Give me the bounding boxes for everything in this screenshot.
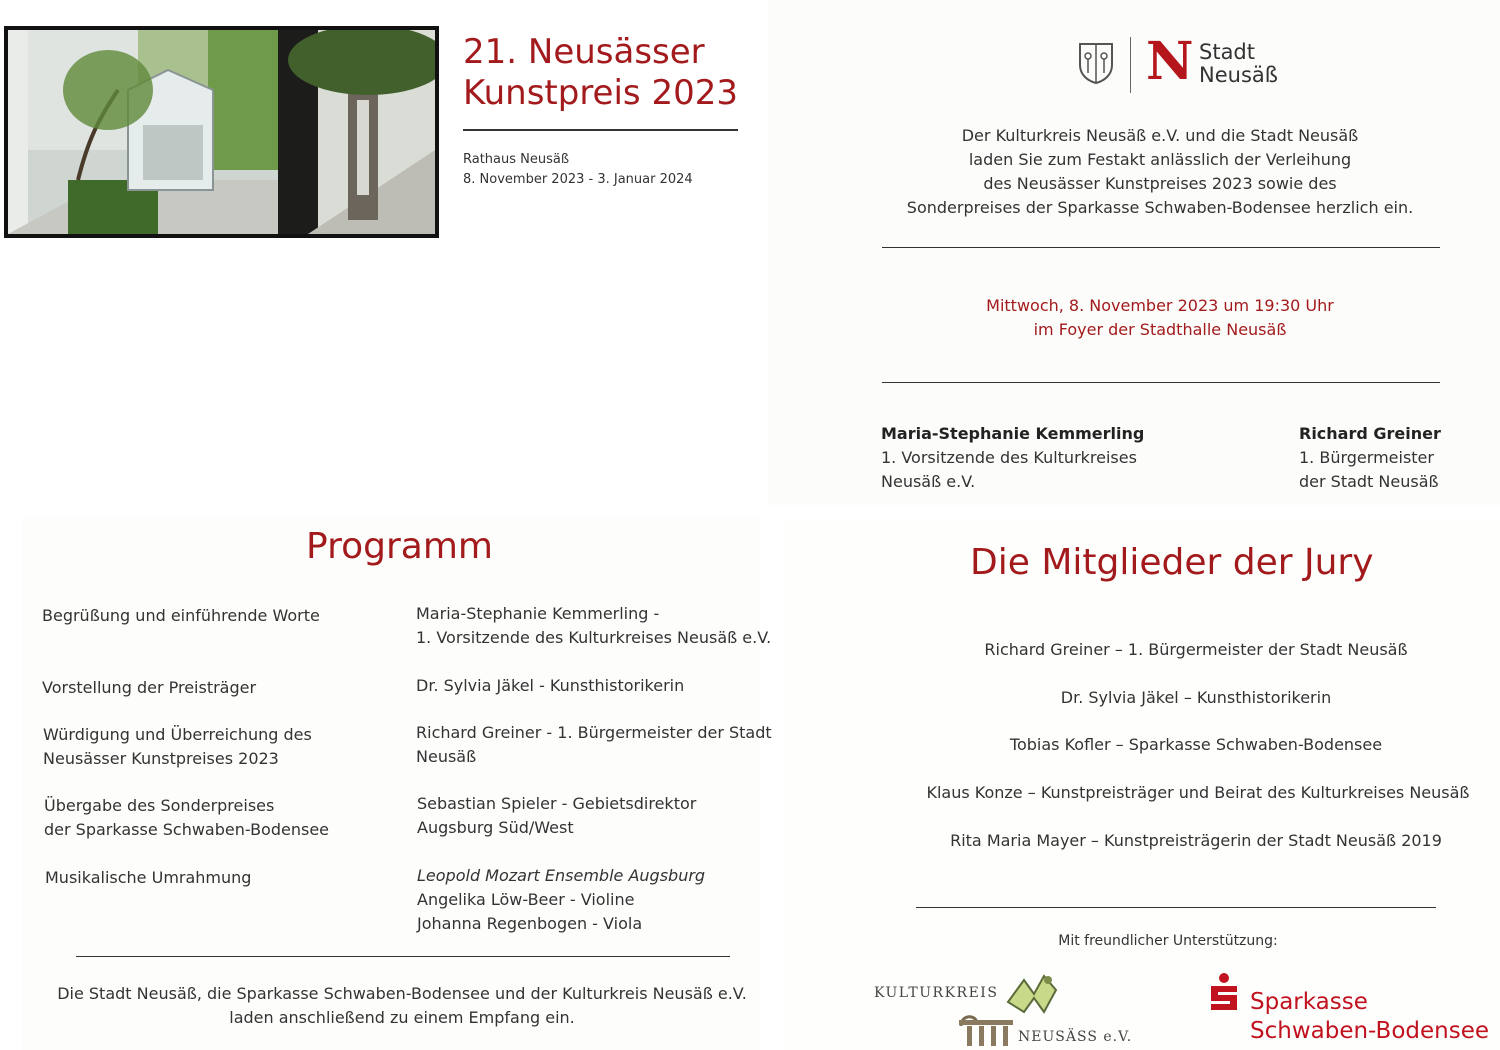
- jury-member: Dr. Sylvia Jäkel – Kunsthistorikerin: [1060, 688, 1332, 707]
- signatory-role: der Stadt Neusäß: [1299, 472, 1439, 491]
- column-logo-icon: [955, 1010, 1015, 1046]
- closing-line: Die Stadt Neusäß, die Sparkasse Schwaben-Bodensee und der Kulturkreis Neusäß e.V.: [57, 984, 747, 1003]
- program-item-speaker: [417, 864, 705, 936]
- sparkasse-name-line: Sparkasse: [1250, 989, 1368, 1015]
- program-speaker-line: Richard Greiner - 1. Bürgermeister der Stadt: [416, 723, 772, 742]
- invitation-divider: [882, 247, 1440, 248]
- jury-divider: [916, 907, 1436, 908]
- closing-text: [40, 982, 764, 1030]
- program-speaker-line: Maria-Stephanie Kemmerling -: [416, 604, 660, 623]
- program-item-label: [43, 723, 312, 771]
- signatory-greiner: [1299, 422, 1441, 494]
- sparkasse-logo-icon: [1208, 972, 1240, 1012]
- signatory-name: Richard Greiner: [1299, 424, 1441, 443]
- program-label-line: Übergabe des Sonderpreises: [44, 796, 275, 815]
- program-speaker-line: Dr. Sylvia Jäkel - Kunsthistorikerin: [416, 676, 685, 695]
- invitation-line: Sonderpreises der Sparkasse Schwaben-Bodensee herzlich ein.: [906, 198, 1414, 217]
- program-item-speaker: [416, 674, 684, 698]
- invitation-line: laden Sie zum Festakt anlässlich der Verleihung: [968, 150, 1352, 169]
- jury-heading: Die Mitglieder der Jury: [970, 542, 1374, 583]
- program-item-label: [45, 866, 251, 890]
- jury-member: Tobias Kofler – Sparkasse Schwaben-Bodensee: [1009, 735, 1383, 754]
- signatory-role: 1. Bürgermeister: [1299, 448, 1434, 467]
- program-label-line: Musikalische Umrahmung: [45, 868, 252, 887]
- city-logo-text: [1199, 41, 1278, 87]
- signatory-kemmerling: [881, 422, 1144, 494]
- title-divider: [463, 129, 738, 131]
- program-item-speaker: [416, 721, 772, 769]
- program-item-label: [44, 794, 329, 842]
- program-speaker-line: Johanna Regenbogen - Viola: [417, 914, 643, 933]
- logo-divider: [1130, 37, 1131, 93]
- sparkasse-name-line: Schwaben-Bodensee: [1250, 1018, 1489, 1044]
- jury-member: Klaus Konze – Kunstpreisträger und Beirat des Kulturkreises Neusäß: [926, 783, 1470, 802]
- ensemble-name: Leopold Mozart Ensemble Augsburg: [417, 866, 706, 885]
- program-item-label: [42, 676, 256, 700]
- courtyard-photo: [4, 26, 439, 238]
- kulturkreis-logo-text: KULTURKREIS: [874, 985, 999, 1001]
- program-label-line: Vorstellung der Preisträger: [42, 678, 257, 697]
- cover-title-line2: Kunstpreis 2023: [463, 73, 738, 113]
- cover-title-line1: 21. Neusässer: [463, 32, 705, 72]
- jury-member: Richard Greiner – 1. Bürgermeister der Stadt Neusäß: [984, 640, 1408, 659]
- signatory-role: Neusäß e.V.: [881, 472, 976, 491]
- invitation-line: Der Kulturkreis Neusäß e.V. und die Stadt Neusäß: [961, 126, 1359, 145]
- event-date-time: Mittwoch, 8. November 2023 um 19:30 Uhr: [986, 296, 1334, 315]
- city-logo-letter: N: [1146, 31, 1194, 92]
- program-divider: [76, 956, 730, 957]
- event-details: [880, 294, 1440, 342]
- program-speaker-line: Angelika Löw-Beer - Violine: [417, 890, 635, 909]
- program-speaker-line: 1. Vorsitzende des Kulturkreises Neusäß e.V.: [416, 628, 772, 647]
- city-logo-line1: Stadt: [1199, 40, 1255, 64]
- program-item-speaker: [416, 602, 771, 650]
- support-label: Mit freundlicher Unterstützung:: [1058, 933, 1278, 949]
- invitation-text: [880, 124, 1440, 220]
- jury-member: Rita Maria Mayer – Kunstpreisträgerin der Stadt Neusäß 2019: [950, 831, 1442, 850]
- program-label-line: Neusässer Kunstpreises 2023: [43, 749, 279, 768]
- event-location: im Foyer der Stadthalle Neusäß: [1033, 320, 1287, 339]
- program-item-speaker: [417, 792, 696, 840]
- invitation-line: des Neusässer Kunstpreises 2023 sowie des: [983, 174, 1337, 193]
- signatory-name: Maria-Stephanie Kemmerling: [881, 424, 1145, 443]
- closing-line: laden anschließend zu einem Empfang ein.: [229, 1008, 575, 1027]
- signatory-role: 1. Vorsitzende des Kulturkreises: [881, 448, 1137, 467]
- city-crest-icon: [1077, 41, 1115, 85]
- cover-title: [463, 32, 738, 114]
- program-label-line: Begrüßung und einführende Worte: [42, 606, 320, 625]
- program-speaker-line: Augsburg Süd/West: [417, 818, 574, 837]
- venue-name: Rathaus Neusäß: [463, 152, 570, 167]
- program-heading: Programm: [306, 526, 493, 567]
- program-label-line: der Sparkasse Schwaben-Bodensee: [44, 820, 330, 839]
- program-item-label: [42, 604, 320, 628]
- program-label-line: Würdigung und Überreichung des: [43, 725, 312, 744]
- program-panel: [22, 518, 760, 1050]
- kulturkreis-logo-subtext: NEUSÄSS e.V.: [1018, 1029, 1133, 1045]
- program-speaker-line: Neusäß: [416, 747, 477, 766]
- exhibition-dates: 8. November 2023 - 3. Januar 2024: [463, 172, 693, 187]
- city-logo-line2: Neusäß: [1199, 63, 1278, 87]
- sparkasse-logo-text: [1250, 988, 1489, 1046]
- venue-info: [463, 150, 693, 190]
- event-divider: [882, 382, 1440, 383]
- program-speaker-line: Sebastian Spieler - Gebietsdirektor: [417, 794, 697, 813]
